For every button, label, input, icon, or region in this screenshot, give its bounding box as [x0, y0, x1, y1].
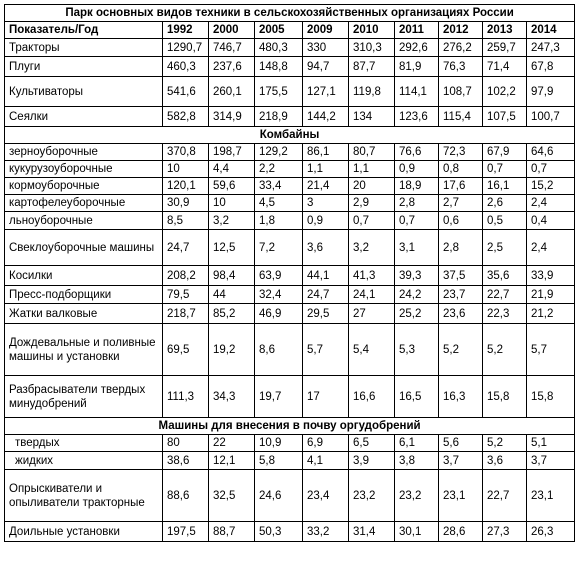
- header-cell: 2012: [439, 22, 483, 39]
- value-cell: 6,9: [303, 435, 349, 452]
- value-cell: 123,6: [395, 107, 439, 127]
- value-cell: 0,7: [483, 161, 527, 178]
- value-cell: 79,5: [163, 286, 209, 304]
- value-cell: 88,7: [209, 522, 255, 542]
- table-row: [5, 470, 575, 522]
- value-cell: 12,5: [209, 230, 255, 266]
- value-cell: 259,7: [483, 39, 527, 57]
- value-cell: 2,4: [527, 195, 575, 212]
- value-cell: 5,7: [303, 324, 349, 376]
- value-cell: 100,7: [527, 107, 575, 127]
- row-label: кормоуборочные: [5, 178, 163, 195]
- row-label: Опрыскиватели и опыливатели тракторные: [5, 470, 163, 522]
- value-cell: 260,1: [209, 77, 255, 107]
- value-cell: 0,9: [303, 212, 349, 230]
- value-cell: 16,6: [349, 376, 395, 418]
- value-cell: 22,3: [483, 304, 527, 324]
- value-cell: 4,5: [255, 195, 303, 212]
- value-cell: 3,6: [303, 230, 349, 266]
- value-cell: 114,1: [395, 77, 439, 107]
- value-cell: 5,2: [483, 435, 527, 452]
- value-cell: 0,4: [527, 212, 575, 230]
- value-cell: 120,1: [163, 178, 209, 195]
- value-cell: 67,8: [527, 57, 575, 77]
- value-cell: 2,9: [349, 195, 395, 212]
- value-cell: 41,3: [349, 266, 395, 286]
- row-label: Жатки валковые: [5, 304, 163, 324]
- value-cell: 86,1: [303, 144, 349, 161]
- section-fertilizer: Машины для внесения в почву оргудобрений: [5, 418, 575, 435]
- value-cell: 76,6: [395, 144, 439, 161]
- table-row: [5, 266, 575, 286]
- value-cell: 102,2: [483, 77, 527, 107]
- value-cell: 88,6: [163, 470, 209, 522]
- value-cell: 5,8: [255, 452, 303, 470]
- value-cell: 21,9: [527, 286, 575, 304]
- row-label: льноуборочные: [5, 212, 163, 230]
- value-cell: 32,5: [209, 470, 255, 522]
- value-cell: 3: [303, 195, 349, 212]
- value-cell: 23,2: [349, 470, 395, 522]
- value-cell: 23,7: [439, 286, 483, 304]
- value-cell: 29,5: [303, 304, 349, 324]
- value-cell: 87,7: [349, 57, 395, 77]
- value-cell: 370,8: [163, 144, 209, 161]
- value-cell: 1,1: [349, 161, 395, 178]
- value-cell: 23,1: [439, 470, 483, 522]
- value-cell: 144,2: [303, 107, 349, 127]
- row-label: Свеклоуборочные машины: [5, 230, 163, 266]
- value-cell: 28,6: [439, 522, 483, 542]
- header-row: [5, 22, 575, 39]
- table-row: [5, 39, 575, 57]
- data-table: [4, 4, 575, 542]
- value-cell: 33,9: [527, 266, 575, 286]
- row-label: Разбрасыватели твердых минудобрений: [5, 376, 163, 418]
- row-label: Сеялки: [5, 107, 163, 127]
- table-row: [5, 178, 575, 195]
- value-cell: 46,9: [255, 304, 303, 324]
- row-label: Тракторы: [5, 39, 163, 57]
- value-cell: 33,4: [255, 178, 303, 195]
- value-cell: 10,9: [255, 435, 303, 452]
- value-cell: 237,6: [209, 57, 255, 77]
- table-row: [5, 107, 575, 127]
- value-cell: 4,1: [303, 452, 349, 470]
- value-cell: 0,6: [439, 212, 483, 230]
- value-cell: 71,4: [483, 57, 527, 77]
- value-cell: 21,2: [527, 304, 575, 324]
- value-cell: 16,5: [395, 376, 439, 418]
- table-row: [5, 77, 575, 107]
- value-cell: 108,7: [439, 77, 483, 107]
- header-cell: 2010: [349, 22, 395, 39]
- value-cell: 6,5: [349, 435, 395, 452]
- value-cell: 22,7: [483, 286, 527, 304]
- value-cell: 5,2: [483, 324, 527, 376]
- value-cell: 10: [163, 161, 209, 178]
- value-cell: 2,5: [483, 230, 527, 266]
- value-cell: 80: [163, 435, 209, 452]
- value-cell: 7,2: [255, 230, 303, 266]
- value-cell: 34,3: [209, 376, 255, 418]
- value-cell: 15,2: [527, 178, 575, 195]
- value-cell: 2,8: [395, 195, 439, 212]
- value-cell: 24,1: [349, 286, 395, 304]
- value-cell: 19,7: [255, 376, 303, 418]
- row-label: Культиваторы: [5, 77, 163, 107]
- value-cell: 2,4: [527, 230, 575, 266]
- value-cell: 16,1: [483, 178, 527, 195]
- value-cell: 38,6: [163, 452, 209, 470]
- header-cell: 2005: [255, 22, 303, 39]
- value-cell: 3,7: [439, 452, 483, 470]
- table-row: [5, 376, 575, 418]
- value-cell: 27: [349, 304, 395, 324]
- value-cell: 59,6: [209, 178, 255, 195]
- value-cell: 44,1: [303, 266, 349, 286]
- value-cell: 24,6: [255, 470, 303, 522]
- value-cell: 0,7: [349, 212, 395, 230]
- header-cell: 2013: [483, 22, 527, 39]
- value-cell: 3,2: [349, 230, 395, 266]
- table-row: [5, 212, 575, 230]
- value-cell: 134: [349, 107, 395, 127]
- table-row: [5, 435, 575, 452]
- value-cell: 24,7: [163, 230, 209, 266]
- value-cell: 23,1: [527, 470, 575, 522]
- value-cell: 582,8: [163, 107, 209, 127]
- value-cell: 218,9: [255, 107, 303, 127]
- value-cell: 5,4: [349, 324, 395, 376]
- row-label: картофелеуборочные: [5, 195, 163, 212]
- value-cell: 31,4: [349, 522, 395, 542]
- header-cell: 2011: [395, 22, 439, 39]
- value-cell: 23,6: [439, 304, 483, 324]
- value-cell: 24,2: [395, 286, 439, 304]
- value-cell: 26,3: [527, 522, 575, 542]
- table-row: [5, 452, 575, 470]
- value-cell: 32,4: [255, 286, 303, 304]
- row-label: Пресс-подборщики: [5, 286, 163, 304]
- value-cell: 3,2: [209, 212, 255, 230]
- row-label: Дождевальные и поливные машины и установки: [5, 324, 163, 376]
- value-cell: 8,6: [255, 324, 303, 376]
- value-cell: 3,8: [395, 452, 439, 470]
- value-cell: 218,7: [163, 304, 209, 324]
- value-cell: 16,3: [439, 376, 483, 418]
- value-cell: 480,3: [255, 39, 303, 57]
- table-row: [5, 230, 575, 266]
- value-cell: 64,6: [527, 144, 575, 161]
- value-cell: 746,7: [209, 39, 255, 57]
- value-cell: 5,7: [527, 324, 575, 376]
- row-label: Плуги: [5, 57, 163, 77]
- value-cell: 276,2: [439, 39, 483, 57]
- value-cell: 33,2: [303, 522, 349, 542]
- value-cell: 3,1: [395, 230, 439, 266]
- value-cell: 67,9: [483, 144, 527, 161]
- table-row: [5, 161, 575, 178]
- value-cell: 18,9: [395, 178, 439, 195]
- value-cell: 119,8: [349, 77, 395, 107]
- value-cell: 4,4: [209, 161, 255, 178]
- row-label: Доильные установки: [5, 522, 163, 542]
- value-cell: 17,6: [439, 178, 483, 195]
- row-label: кукурузоуборочные: [5, 161, 163, 178]
- row-label: твердых: [5, 435, 163, 452]
- value-cell: 310,3: [349, 39, 395, 57]
- value-cell: 208,2: [163, 266, 209, 286]
- value-cell: 97,9: [527, 77, 575, 107]
- value-cell: 292,6: [395, 39, 439, 57]
- value-cell: 148,8: [255, 57, 303, 77]
- value-cell: 2,2: [255, 161, 303, 178]
- value-cell: 8,5: [163, 212, 209, 230]
- table-row: [5, 522, 575, 542]
- value-cell: 27,3: [483, 522, 527, 542]
- value-cell: 0,5: [483, 212, 527, 230]
- value-cell: 39,3: [395, 266, 439, 286]
- value-cell: 5,3: [395, 324, 439, 376]
- value-cell: 330: [303, 39, 349, 57]
- header-cell: 2014: [527, 22, 575, 39]
- table-row: [5, 144, 575, 161]
- value-cell: 25,2: [395, 304, 439, 324]
- value-cell: 10: [209, 195, 255, 212]
- table-row: [5, 304, 575, 324]
- table-row: [5, 286, 575, 304]
- value-cell: 2,8: [439, 230, 483, 266]
- value-cell: 15,8: [527, 376, 575, 418]
- value-cell: 247,3: [527, 39, 575, 57]
- value-cell: 5,6: [439, 435, 483, 452]
- value-cell: 314,9: [209, 107, 255, 127]
- value-cell: 35,6: [483, 266, 527, 286]
- value-cell: 20: [349, 178, 395, 195]
- value-cell: 0,8: [439, 161, 483, 178]
- value-cell: 24,7: [303, 286, 349, 304]
- value-cell: 127,1: [303, 77, 349, 107]
- value-cell: 12,1: [209, 452, 255, 470]
- value-cell: 107,5: [483, 107, 527, 127]
- value-cell: 175,5: [255, 77, 303, 107]
- value-cell: 76,3: [439, 57, 483, 77]
- value-cell: 19,2: [209, 324, 255, 376]
- value-cell: 0,7: [527, 161, 575, 178]
- value-cell: 5,2: [439, 324, 483, 376]
- value-cell: 5,1: [527, 435, 575, 452]
- value-cell: 30,1: [395, 522, 439, 542]
- value-cell: 94,7: [303, 57, 349, 77]
- value-cell: 460,3: [163, 57, 209, 77]
- section-combines: Комбайны: [5, 127, 575, 144]
- value-cell: 197,5: [163, 522, 209, 542]
- row-label: Косилки: [5, 266, 163, 286]
- value-cell: 3,7: [527, 452, 575, 470]
- value-cell: 72,3: [439, 144, 483, 161]
- value-cell: 3,9: [349, 452, 395, 470]
- value-cell: 22: [209, 435, 255, 452]
- value-cell: 2,6: [483, 195, 527, 212]
- table-row: [5, 195, 575, 212]
- header-cell: 2009: [303, 22, 349, 39]
- value-cell: 44: [209, 286, 255, 304]
- value-cell: 1,8: [255, 212, 303, 230]
- value-cell: 69,5: [163, 324, 209, 376]
- value-cell: 15,8: [483, 376, 527, 418]
- value-cell: 98,4: [209, 266, 255, 286]
- value-cell: 129,2: [255, 144, 303, 161]
- value-cell: 0,7: [395, 212, 439, 230]
- value-cell: 30,9: [163, 195, 209, 212]
- value-cell: 85,2: [209, 304, 255, 324]
- value-cell: 23,2: [395, 470, 439, 522]
- value-cell: 115,4: [439, 107, 483, 127]
- value-cell: 81,9: [395, 57, 439, 77]
- value-cell: 63,9: [255, 266, 303, 286]
- value-cell: 1290,7: [163, 39, 209, 57]
- header-cell: 1992: [163, 22, 209, 39]
- value-cell: 1,1: [303, 161, 349, 178]
- value-cell: 0,9: [395, 161, 439, 178]
- value-cell: 198,7: [209, 144, 255, 161]
- value-cell: 37,5: [439, 266, 483, 286]
- table-row: [5, 57, 575, 77]
- value-cell: 80,7: [349, 144, 395, 161]
- row-label: жидких: [5, 452, 163, 470]
- table-row: [5, 324, 575, 376]
- value-cell: 21,4: [303, 178, 349, 195]
- value-cell: 50,3: [255, 522, 303, 542]
- table-title: Парк основных видов техники в сельскохозяйственных организациях России: [5, 5, 575, 22]
- header-cell: 2000: [209, 22, 255, 39]
- value-cell: 3,6: [483, 452, 527, 470]
- value-cell: 17: [303, 376, 349, 418]
- row-label: зерноуборочные: [5, 144, 163, 161]
- value-cell: 2,7: [439, 195, 483, 212]
- header-cell: Показатель/Год: [5, 22, 163, 39]
- value-cell: 111,3: [163, 376, 209, 418]
- value-cell: 23,4: [303, 470, 349, 522]
- value-cell: 541,6: [163, 77, 209, 107]
- value-cell: 6,1: [395, 435, 439, 452]
- value-cell: 22,7: [483, 470, 527, 522]
